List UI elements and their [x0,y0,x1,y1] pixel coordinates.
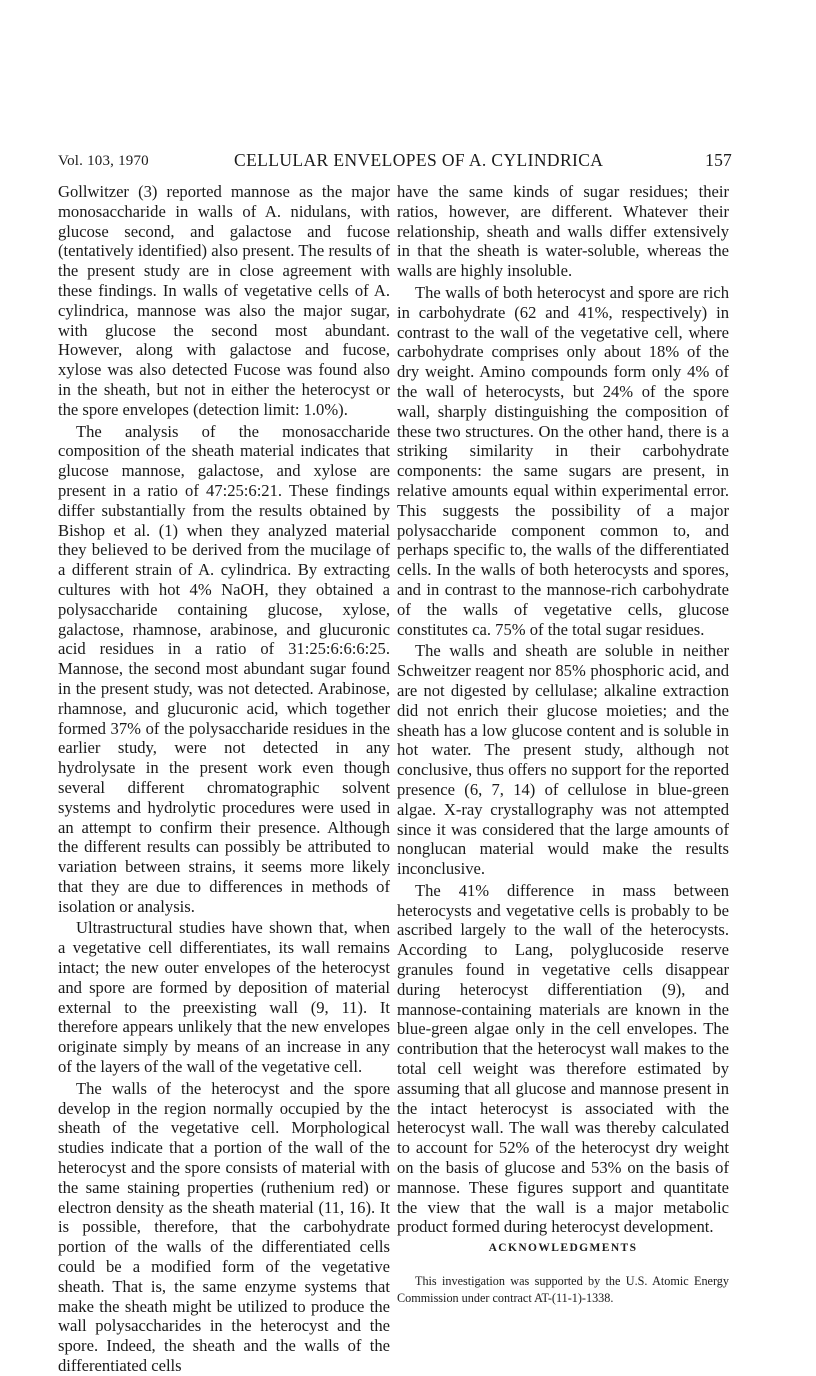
volume-year: Vol. 103, 1970 [58,153,149,169]
right-column [397,182,729,1307]
paragraph: have the same kinds of sugar residues; their ratios, however, are different. Whatever their relationship, sheath and walls differ extensively in that the sheath is water-soluble, whereas the walls are highly insoluble. [397,182,729,281]
paragraph: The analysis of the monosaccharide composition of the sheath material indicates that glucose mannose, galactose, and xylose are present in a ratio of 47:25:6:21. These findings differ substantially from the results obtained by Bishop et al. (1) when they analyzed material they believed to be derived from the mucilage of a different strain of A. cylindrica. By extracting cultures with hot 4% NaOH, they obtained a polysaccharide containing glucose, xylose, galactose, rhamnose, arabinose, and glucuronic acid residues in a ratio of 31:25:6:6:6:25. Mannose, the second most abundant sugar found in the present study, was not detected. Arabinose, rhamnose, and glucuronic acid, which together formed 37% of the polysaccharide residues in the earlier study, were not detected in any hydrolysate in the present work even though several different chromatographic solvent systems and hydrolytic procedures were used in an attempt to confirm their presence. Although the different results can possibly be attributed to variation between strains, it seems more likely that they are due to differences in methods of isolation or analysis. [58,421,390,916]
paragraph: The walls of the heterocyst and the spore develop in the region normally occupied by the sheath of the vegetative cell. Morphological studies indicate that a portion of the wall of the heterocyst and the spore consists of material with the same staining properties (ruthenium red) or electron density as the sheath material (11, 16). It is possible, therefore, that the carbohydrate portion of the walls of the differentiated cells could be a modified form of the vegetative sheath. That is, the same enzyme systems that make the sheath might be utilized to produce the wall polysaccharides in the heterocyst and the spore. Indeed, the sheath and the walls of the differentiated cells [58,1078,390,1376]
paragraph: The 41% difference in mass between heterocysts and vegetative cells is probably to be ascribed largely to the wall of the heterocysts. According to Lang, polyglucoside reserve granules found in vegetative cells disappear during heterocyst differentiation (9), and mannose-containing materials are known in the blue-green algae only in the cell envelopes. The contribution that the heterocyst wall makes to the total cell weight was therefore estimated by assuming that all glucose and mannose present in the intact heterocyst is associated with the heterocyst wall. The wall was thereby calculated to account for 52% of the heterocyst dry weight on the basis of glucose and 53% on the basis of mannose. These figures support and quantitate the view that the wall is a major metabolic product formed during heterocyst development. [397,880,729,1237]
paragraph: Ultrastructural studies have shown that, when a vegetative cell differentiates, its wall remains intact; the new outer envelopes of the heterocyst and spore are formed by deposition of material external to the preexisting wall (9, 11). It therefore appears unlikely that the new envelopes originate simply by means of an increase in any of the layers of the wall of the vegetative cell. [58,918,390,1077]
acknowledgments-heading: ACKNOWLEDGMENTS [488,1242,638,1255]
running-title: CELLULAR ENVELOPES OF A. CYLINDRICA [234,150,604,170]
running-header [58,150,734,174]
page-number: 157 [705,150,732,170]
paragraph: The walls and sheath are soluble in neither Schweitzer reagent nor 85% phosphoric acid, and are not digested by cellulase; alkaline extraction did not enrich their glucose moieties; and the sheath has a low glucose content and is soluble in hot water. The present study, although not conclusive, thus offers no support for the reported presence (6, 7, 14) of cellulose in blue-green algae. X-ray crystallography was not attempted since it was considered that the large amounts of nonglucan material would make the results inconclusive. [397,641,729,879]
paragraph: The walls of both heterocyst and spore are rich in carbohydrate (62 and 41%, respectively) in contrast to the wall of the vegetative cell, where carbohydrate comprises only about 18% of the dry weight. Amino compounds form only 4% of the wall of heterocysts, but 24% of the spore wall, sharply distinguishing the composition of these two structures. On the other hand, there is a striking similarity in their carbohydrate components: the same sugars are present, in relative amounts equal within experimental error. This suggests the possibility of a major polysaccharide component common to, and perhaps specific to, the walls of the differentiated cells. In the walls of both heterocysts and spores, and in contrast to the mannose-rich carbohydrate of the walls of vegetative cells, glucose constitutes ca. 75% of the total sugar residues. [397,282,729,639]
paragraph: Gollwitzer (3) reported mannose as the major monosaccharide in walls of A. nidulans, with glucose second, and galactose and fucose (tentatively identified) also present. The results of the present study are in close agreement with these findings. In walls of vegetative cells of A. cylindrica, mannose was also the major sugar, with glucose the second most abundant. However, along with galactose and fucose, xylose was also detected Fucose was found also in the sheath, but not in either the heterocyst or the spore envelopes (detection limit: 1.0%). [58,182,390,419]
left-column [58,182,390,1376]
acknowledgments-text: This investigation was supported by the U.S. Atomic Energy Commission under contract AT-(11-1)-1338. [397,1274,729,1306]
